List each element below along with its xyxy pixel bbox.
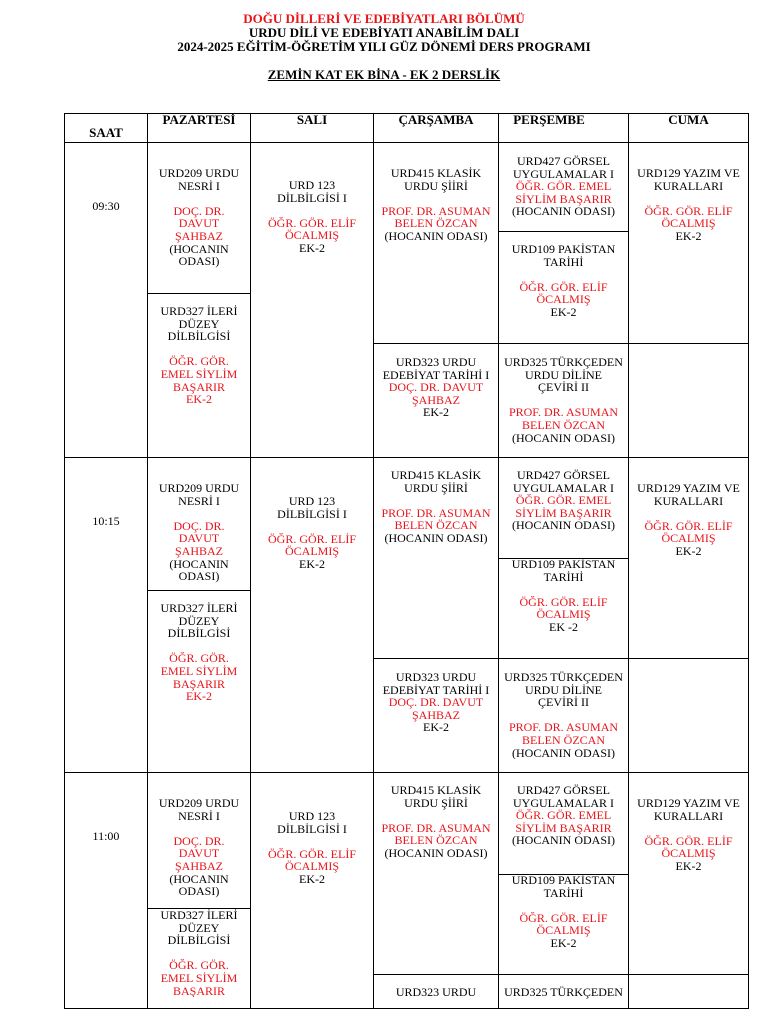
course-cell-monday-a: URD209 URDU NESRİ I DOÇ. DR. DAVUT ŞAHBAZ (HOCANIN ODASI)	[158, 482, 240, 583]
header-friday: CUMA	[668, 114, 709, 127]
course-cell-thursday-b: URD109 PAKİSTAN TARİHİ ÖĞR. GÖR. ELİF ÖCALMIŞ EK -2	[511, 558, 616, 634]
course-cell-thursday-c: URD325 TÜRKÇEDEN	[504, 986, 623, 999]
department-title: DOĞU DİLLERİ VE EDEBİYATLARI BÖLÜMÜ	[243, 11, 525, 26]
course-cell-friday: URD129 YAZIM VE KURALLARI ÖĞR. GÖR. ELİF ÖCALMIŞ EK-2	[637, 797, 740, 873]
course-cell-wednesday-b: URD323 URDU	[395, 986, 477, 999]
header-thursday: PERŞEMBE	[513, 114, 585, 127]
course-cell-thursday-a: URD427 GÖRSEL UYGULAMALAR I ÖĞR. GÖR. EMEL SİYLİM BAŞARIR (HOCANIN ODASI)	[512, 469, 615, 532]
course-cell-thursday-a: URD427 GÖRSEL UYGULAMALAR I ÖĞR. GÖR. EMEL SİYLİM BAŞARIR (HOCANIN ODASI)	[512, 155, 615, 218]
time-slot-1015: 10:15	[92, 515, 120, 528]
header-monday: PAZARTESİ	[162, 114, 236, 127]
course-cell-wednesday-a: URD415 KLASİK URDU ŞİİRİ PROF. DR. ASUMAN BELEN ÖZCAN (HOCANIN ODASI)	[381, 167, 491, 243]
course-cell-friday: URD129 YAZIM VE KURALLARI ÖĞR. GÖR. ELİF ÖCALMIŞ EK-2	[637, 482, 740, 558]
course-cell-tuesday: URD 123 DİLBİLGİSİ I ÖĞR. GÖR. ELİF ÖCALMIŞ EK-2	[267, 179, 356, 255]
course-cell-tuesday: URD 123 DİLBİLGİSİ I ÖĞR. GÖR. ELİF ÖCALMIŞ EK-2	[267, 810, 356, 886]
course-cell-monday-a: URD209 URDU NESRİ I DOÇ. DR. DAVUT ŞAHBAZ (HOCANIN ODASI)	[158, 797, 240, 898]
course-cell-wednesday-b: URD323 URDU EDEBİYAT TARİHİ I DOÇ. DR. DAVUT ŞAHBAZ EK-2	[382, 356, 490, 419]
course-cell-thursday-a: URD427 GÖRSEL UYGULAMALAR I ÖĞR. GÖR. EMEL SİYLİM BAŞARIR (HOCANIN ODASI)	[512, 784, 615, 847]
course-cell-thursday-c: URD325 TÜRKÇEDEN URDU DİLİNE ÇEVİRİ II PROF. DR. ASUMAN BELEN ÖZCAN (HOCANIN ODASI)	[504, 671, 623, 760]
course-cell-monday-a: URD209 URDU NESRİ I DOÇ. DR. DAVUT ŞAHBAZ (HOCANIN ODASI)	[158, 167, 240, 268]
course-cell-monday-b: URD327 İLERİ DÜZEY DİLBİLGİSİ ÖĞR. GÖR. EMEL SİYLİM BAŞARIR EK-2	[160, 602, 238, 703]
header-tuesday: SALI	[296, 114, 328, 127]
course-cell-friday: URD129 YAZIM VE KURALLARI ÖĞR. GÖR. ELİF ÖCALMIŞ EK-2	[637, 167, 740, 243]
division-title: URDU DİLİ VE EDEBİYATI ANABİLİM DALI	[248, 25, 520, 40]
course-cell-monday-b: URD327 İLERİ DÜZEY DİLBİLGİSİ ÖĞR. GÖR. EMEL SİYLİM BAŞARIR	[160, 909, 238, 998]
header-time: SAAT	[89, 127, 123, 140]
course-cell-tuesday: URD 123 DİLBİLGİSİ I ÖĞR. GÖR. ELİF ÖCALMIŞ EK-2	[267, 495, 356, 571]
location-title: ZEMİN KAT EK BİNA - EK 2 DERSLİK	[267, 67, 501, 82]
course-cell-thursday-c: URD325 TÜRKÇEDEN URDU DİLİNE ÇEVİRİ II PROF. DR. ASUMAN BELEN ÖZCAN (HOCANIN ODASI)	[504, 356, 623, 445]
course-cell-thursday-b: URD109 PAKİSTAN TARİHİ ÖĞR. GÖR. ELİF ÖCALMIŞ EK-2	[511, 874, 616, 950]
course-cell-monday-b: URD327 İLERİ DÜZEY DİLBİLGİSİ ÖĞR. GÖR. EMEL SİYLİM BAŞARIR EK-2	[160, 305, 238, 406]
course-cell-thursday-b: URD109 PAKİSTAN TARİHİ ÖĞR. GÖR. ELİF ÖCALMIŞ EK-2	[511, 243, 616, 319]
header-wednesday: ÇARŞAMBA	[398, 114, 474, 127]
course-cell-wednesday-b: URD323 URDU EDEBİYAT TARİHİ I DOÇ. DR. DAVUT ŞAHBAZ EK-2	[382, 671, 490, 734]
course-cell-wednesday-a: URD415 KLASİK URDU ŞİİRİ PROF. DR. ASUMAN BELEN ÖZCAN (HOCANIN ODASI)	[381, 469, 491, 545]
time-slot-0930: 09:30	[92, 200, 120, 213]
course-cell-wednesday-a: URD415 KLASİK URDU ŞİİRİ PROF. DR. ASUMAN BELEN ÖZCAN (HOCANIN ODASI)	[381, 784, 491, 860]
time-slot-1100: 11:00	[92, 830, 120, 843]
program-title: 2024-2025 EĞİTİM-ÖĞRETİM YILI GÜZ DÖNEMİ DERS PROGRAMI	[177, 39, 591, 54]
